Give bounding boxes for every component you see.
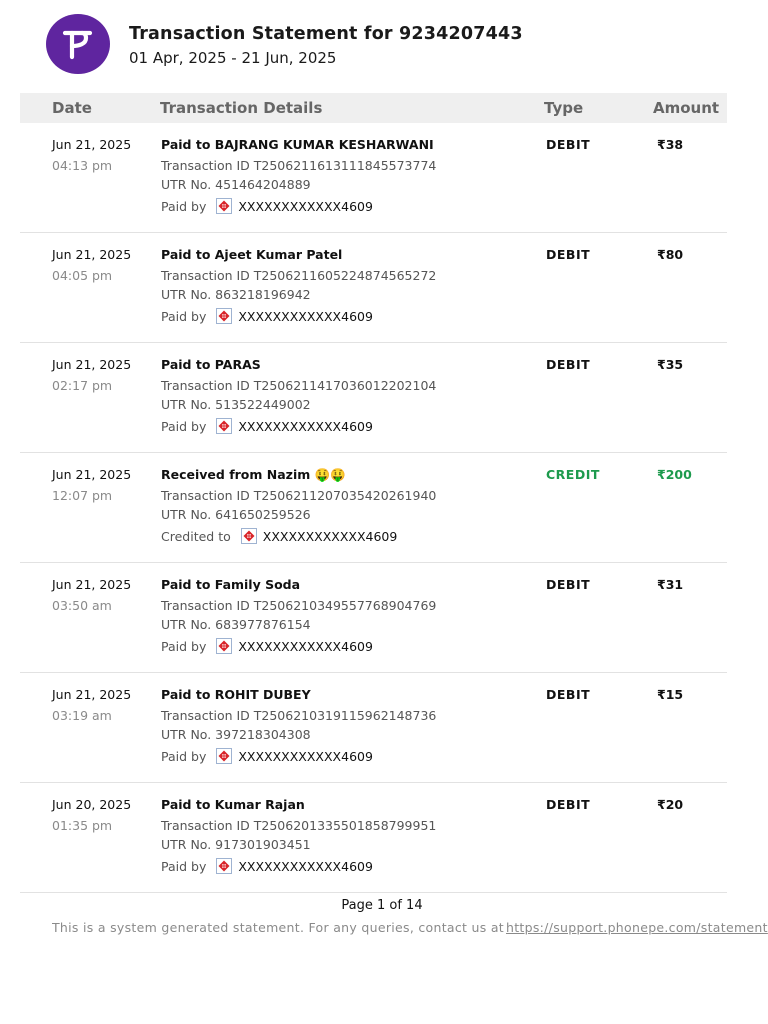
bank-icon xyxy=(216,418,232,434)
transaction-description: Paid to Family Soda xyxy=(161,577,301,592)
transaction-date: Jun 21, 2025 xyxy=(52,247,132,262)
account-number: XXXXXXXXXXXX4609 xyxy=(238,308,373,324)
table-row xyxy=(20,343,727,453)
transaction-amount: ₹35 xyxy=(657,357,684,372)
account-number: XXXXXXXXXXXX4609 xyxy=(238,418,373,434)
utr-number: UTR No. 917301903451 xyxy=(161,837,311,852)
bank-icon xyxy=(216,198,232,214)
utr-number: UTR No. 513522449002 xyxy=(161,397,311,412)
payment-account xyxy=(161,308,373,324)
payment-account xyxy=(161,198,373,214)
transaction-id: Transaction ID T2506201335501858799951 xyxy=(161,818,437,833)
transaction-amount: ₹80 xyxy=(657,247,684,262)
transaction-description: Paid to Ajeet Kumar Patel xyxy=(161,247,343,262)
payment-account xyxy=(161,528,397,544)
phonepe-logo-icon xyxy=(46,14,110,74)
transaction-description: Paid to Kumar Rajan xyxy=(161,797,305,812)
utr-number: UTR No. 683977876154 xyxy=(161,617,311,632)
transaction-time: 03:50 am xyxy=(52,598,112,613)
utr-number: UTR No. 641650259526 xyxy=(161,507,311,522)
bank-icon xyxy=(241,528,257,544)
table-row xyxy=(20,783,727,893)
account-label: Paid by xyxy=(161,858,207,874)
table-row xyxy=(20,453,727,563)
account-number: XXXXXXXXXXXX4609 xyxy=(238,638,373,654)
utr-number: UTR No. 397218304308 xyxy=(161,727,311,742)
utr-number: UTR No. 451464204889 xyxy=(161,177,311,192)
transaction-amount: ₹200 xyxy=(657,467,692,482)
transaction-amount: ₹38 xyxy=(657,137,684,152)
transaction-time: 04:05 pm xyxy=(52,268,113,283)
transaction-type: DEBIT xyxy=(546,577,591,592)
account-label: Paid by xyxy=(161,638,207,654)
transaction-time: 01:35 pm xyxy=(52,818,113,833)
statement-period: 01 Apr, 2025 - 21 Jun, 2025 xyxy=(129,49,337,67)
support-link[interactable]: https://support.phonepe.com/statement xyxy=(506,920,768,935)
transaction-id: Transaction ID T2506211605224874565272 xyxy=(161,268,437,283)
transaction-description: Paid to BAJRANG KUMAR KESHARWANI xyxy=(161,137,434,152)
transaction-date: Jun 21, 2025 xyxy=(52,357,132,372)
bank-icon xyxy=(216,858,232,874)
account-number: XXXXXXXXXXXX4609 xyxy=(238,198,373,214)
transaction-time: 04:13 pm xyxy=(52,158,113,173)
transaction-amount: ₹15 xyxy=(657,687,684,702)
transaction-id: Transaction ID T2506210349557768904769 xyxy=(161,598,437,613)
transaction-amount: ₹20 xyxy=(657,797,684,812)
payment-account xyxy=(161,418,373,434)
transaction-description: Received from Nazim 🤑🤑 xyxy=(161,467,346,482)
page-number: Page 1 of 14 xyxy=(341,898,423,913)
account-label: Paid by xyxy=(161,198,207,214)
payment-account xyxy=(161,748,373,764)
footer-note xyxy=(52,920,768,935)
transaction-type: DEBIT xyxy=(546,797,591,812)
transaction-id: Transaction ID T2506211417036012202104 xyxy=(161,378,437,393)
table-row xyxy=(20,673,727,783)
transaction-description: Paid to PARAS xyxy=(161,357,261,372)
transaction-id: Transaction ID T2506211207035420261940 xyxy=(161,488,437,503)
payment-account xyxy=(161,858,373,874)
account-label: Paid by xyxy=(161,308,207,324)
account-number: XXXXXXXXXXXX4609 xyxy=(238,858,373,874)
bank-icon xyxy=(216,748,232,764)
transaction-list xyxy=(20,123,727,893)
transaction-id: Transaction ID T2506211613111845573774 xyxy=(161,158,437,173)
column-header-date: Date xyxy=(52,99,92,117)
transaction-date: Jun 21, 2025 xyxy=(52,577,132,592)
payment-account xyxy=(161,638,373,654)
statement-title: Transaction Statement for 9234207443 xyxy=(129,24,523,44)
transaction-description: Paid to ROHIT DUBEY xyxy=(161,687,311,702)
transaction-type: DEBIT xyxy=(546,137,591,152)
transaction-date: Jun 21, 2025 xyxy=(52,137,132,152)
column-header-type: Type xyxy=(544,99,584,117)
table-header xyxy=(20,93,727,123)
footer-note-text: This is a system generated statement. For any queries, contact us at xyxy=(52,920,504,935)
bank-icon xyxy=(216,308,232,324)
transaction-type: DEBIT xyxy=(546,687,591,702)
transaction-date: Jun 20, 2025 xyxy=(52,797,132,812)
transaction-time: 02:17 pm xyxy=(52,378,113,393)
transaction-time: 12:07 pm xyxy=(52,488,113,503)
table-row xyxy=(20,123,727,233)
account-label: Credited to xyxy=(161,528,231,544)
utr-number: UTR No. 863218196942 xyxy=(161,287,311,302)
column-header-details: Transaction Details xyxy=(160,99,323,117)
transaction-type: CREDIT xyxy=(546,467,600,482)
transaction-time: 03:19 am xyxy=(52,708,112,723)
account-number: XXXXXXXXXXXX4609 xyxy=(262,528,398,544)
account-label: Paid by xyxy=(161,418,207,434)
table-row xyxy=(20,563,727,673)
account-number: XXXXXXXXXXXX4609 xyxy=(238,748,373,764)
transaction-type: DEBIT xyxy=(546,247,591,262)
column-header-amount: Amount xyxy=(653,99,720,117)
transaction-type: DEBIT xyxy=(546,357,591,372)
transaction-date: Jun 21, 2025 xyxy=(52,467,132,482)
account-label: Paid by xyxy=(161,748,207,764)
transaction-id: Transaction ID T2506210319115962148736 xyxy=(161,708,437,723)
transaction-date: Jun 21, 2025 xyxy=(52,687,132,702)
transaction-amount: ₹31 xyxy=(657,577,684,592)
table-row xyxy=(20,233,727,343)
bank-icon xyxy=(216,638,232,654)
